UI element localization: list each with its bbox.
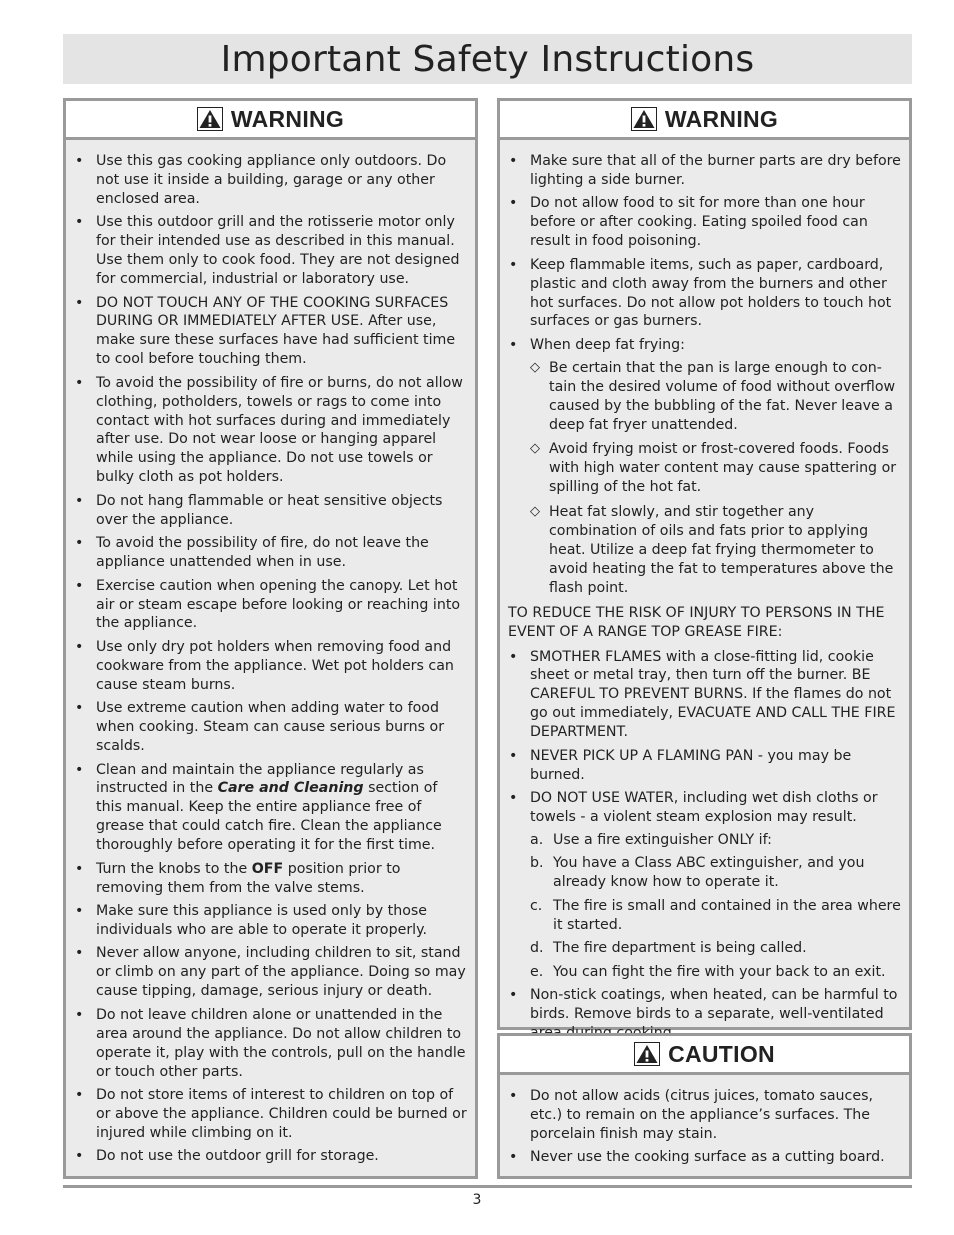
- list-item: • DO NOT TOUCH ANY OF THE COOKING SURFACES DURING OR IMMEDIATELY AFTER USE. After use, make sure these surfaces have had sufficient time to cool before touching them.: [74, 294, 467, 370]
- list-item: • Do not allow acids (citrus juices, tomato sauces, etc.) to remain on the appliance’s surfaces. The porcelain finish may stain.: [508, 1087, 901, 1144]
- grease-fire-intro: TO REDUCE THE RISK OF INJURY TO PERSONS IN THE EVENT OF A RANGE TOP GREASE FIRE:: [508, 604, 885, 640]
- warning-triangle-icon: [631, 107, 657, 131]
- alpha-letter: a.: [530, 831, 544, 848]
- alpha-item: [530, 963, 901, 982]
- alpha-letter: b.: [530, 855, 544, 872]
- list-item: • Make sure this appliance is used only by those individuals who are able to operate it properly.: [74, 902, 467, 940]
- care-item-pre: Clean and maintain the appliance regularly as instructed in the: [96, 761, 424, 797]
- caution-header: [500, 1036, 909, 1075]
- caution-list: [508, 1087, 901, 1167]
- knobs-item-post: position prior to removing them from the valve stems.: [96, 860, 401, 896]
- list-item: • Do not leave children alone or unattended in the area around the appliance. Do not allow children to operate it, play with the controls, pull on the handle or touch other parts.: [74, 1006, 467, 1082]
- deep-fry-sublist: [530, 359, 901, 598]
- sub-item-text: Avoid frying moist or frost-covered foods. Foods with high water content may cause spattering or spilling of the hot fat.: [549, 441, 897, 496]
- list-item: • To avoid the possibility of fire or burns, do not allow clothing, potholders, towels or rags to come into contact with hot surfaces during and immediately after use. Do not wear loose or hanging apparel while using the appliance. Do not use towels or bulky cloth as pot holders.: [74, 374, 467, 487]
- alpha-text: Use a fire extinguisher ONLY if:: [553, 831, 772, 848]
- list-item: • Never allow anyone, including children to sit, stand or climb on any part of the appliance. Doing so may cause tipping, damage, serious injury or death.: [74, 944, 467, 1001]
- right-warning-title: WARNING: [664, 105, 779, 132]
- grease-fire-list: [508, 648, 901, 1043]
- diamond-bullet-icon: ◇: [530, 359, 540, 375]
- list-item: • Keep flammable items, such as paper, cardboard, plastic and cloth away from the burners and other hot surfaces. Do not allow pot holders to touch hot surfaces or gas burners.: [508, 256, 901, 332]
- list-item: • Never use the cooking surface as a cutting board.: [508, 1148, 901, 1167]
- title-bar: [63, 34, 912, 84]
- alpha-text: You can fight the fire with your back to an exit.: [553, 963, 886, 980]
- caution-title: CAUTION: [668, 1040, 775, 1067]
- list-item: • Exercise caution when opening the canopy. Let hot air or steam escape before looking or reaching into the appliance.: [74, 577, 467, 634]
- deep-fry-label: When deep fat frying:: [530, 336, 685, 353]
- page-number: 3: [472, 1192, 482, 1208]
- right-warning-body: [500, 140, 909, 1054]
- care-and-cleaning-reference: Care and Cleaning: [217, 780, 364, 797]
- caution-box: [497, 1033, 912, 1179]
- alpha-item: [530, 939, 901, 958]
- list-item: • Do not hang flammable or heat sensitive objects over the appliance.: [74, 492, 467, 530]
- list-item: • Do not use the outdoor grill for storage.: [74, 1147, 467, 1166]
- alpha-letter: e.: [530, 963, 544, 980]
- right-warning-list: [508, 152, 901, 598]
- sub-item: [530, 503, 901, 598]
- list-item: [74, 761, 467, 856]
- list-item: • Make sure that all of the burner parts are dry before lighting a side burner.: [508, 152, 901, 190]
- sub-item-text: Be certain that the pan is large enough to con-tain the desired volume of food without overflow caused by the bubbling of the fat. Never leave a deep fat fryer unattended.: [549, 359, 896, 433]
- list-item: • Do not store items of interest to children on top of or above the appliance. Children could be burned or injured while climbing on it.: [74, 1086, 467, 1143]
- off-emphasis: OFF: [251, 860, 284, 877]
- alpha-text: The fire department is being called.: [553, 940, 807, 957]
- alpha-item: [530, 831, 901, 850]
- water-item-text: DO NOT USE WATER, including wet dish cloths or towels - a violent steam explosion may result.: [530, 790, 878, 825]
- footer-divider: [63, 1185, 912, 1188]
- list-item: • Use this gas cooking appliance only outdoors. Do not use it inside a building, garage or any other enclosed area.: [74, 152, 467, 209]
- list-item: [508, 789, 901, 982]
- list-item: • Use extreme caution when adding water to food when cooking. Steam can cause serious burns or scalds.: [74, 699, 467, 756]
- alpha-text: The fire is small and contained in the area where it started.: [553, 897, 901, 933]
- left-warning-list: [74, 152, 467, 1166]
- extinguisher-list: [530, 831, 901, 982]
- sub-item-text: Heat fat slowly, and stir together any combination of oils and fats prior to applying heat. Utilize a deep fat frying thermometer to avoid heating the fat to temperatures above the flash point.: [549, 504, 894, 596]
- list-item: • To avoid the possibility of fire, do not leave the appliance unattended when in use.: [74, 534, 467, 572]
- alpha-letter: c.: [530, 897, 543, 914]
- care-item-post: section of this manual. Keep the entire appliance free of grease that could catch fire. Clean the appliance thoroughly before operating it for the first time.: [96, 780, 442, 854]
- sub-item: [530, 359, 901, 435]
- caution-body: [500, 1075, 909, 1178]
- warning-triangle-icon: [634, 1042, 660, 1066]
- left-warning-box: [63, 98, 478, 1179]
- alpha-letter: d.: [530, 940, 544, 957]
- diamond-bullet-icon: ◇: [530, 441, 540, 457]
- page-title: Important Safety Instructions: [220, 38, 755, 80]
- left-warning-header: [66, 101, 475, 140]
- list-item: • Do not allow food to sit for more than one hour before or after cooking. Eating spoiled food can result in food poisoning.: [508, 194, 901, 251]
- list-item: • Non-stick coatings, when heated, can be harmful to birds. Remove birds to a separate, well-ventilated: [508, 986, 901, 1043]
- alpha-item: [530, 897, 901, 935]
- knobs-item-pre: Turn the knobs to the: [96, 860, 252, 877]
- alpha-item: [530, 854, 901, 892]
- diamond-bullet-icon: ◇: [530, 504, 540, 520]
- list-item: • NEVER PICK UP A FLAMING PAN - you may be burned.: [508, 747, 901, 785]
- alpha-text: You have a Class ABC extinguisher, and you already know how to operate it.: [553, 855, 865, 891]
- list-item: [74, 860, 467, 898]
- left-warning-body: [66, 140, 475, 1177]
- warning-triangle-icon: [197, 107, 223, 131]
- list-item: • Use only dry pot holders when removing food and cookware from the appliance. Wet pot holders can cause steam burns.: [74, 638, 467, 695]
- sub-item: [530, 440, 901, 497]
- list-item: • SMOTHER FLAMES with a close-fitting lid, cookie sheet or metal tray, then turn off the burner. BE CAREFUL TO PREVENT BURNS. If the flames do not go out immediately, EVACUATE AND CALL THE FIRE DEPARTMENT.: [508, 648, 901, 743]
- list-item: [508, 336, 901, 598]
- right-warning-header: [500, 101, 909, 140]
- left-warning-title: WARNING: [230, 105, 345, 132]
- right-warning-box: [497, 98, 912, 1030]
- list-item: • Use this outdoor grill and the rotisserie motor only for their intended use as described in this manual. Use them only to cook food. They are not designed for commercial, industrial or laboratory use.: [74, 213, 467, 289]
